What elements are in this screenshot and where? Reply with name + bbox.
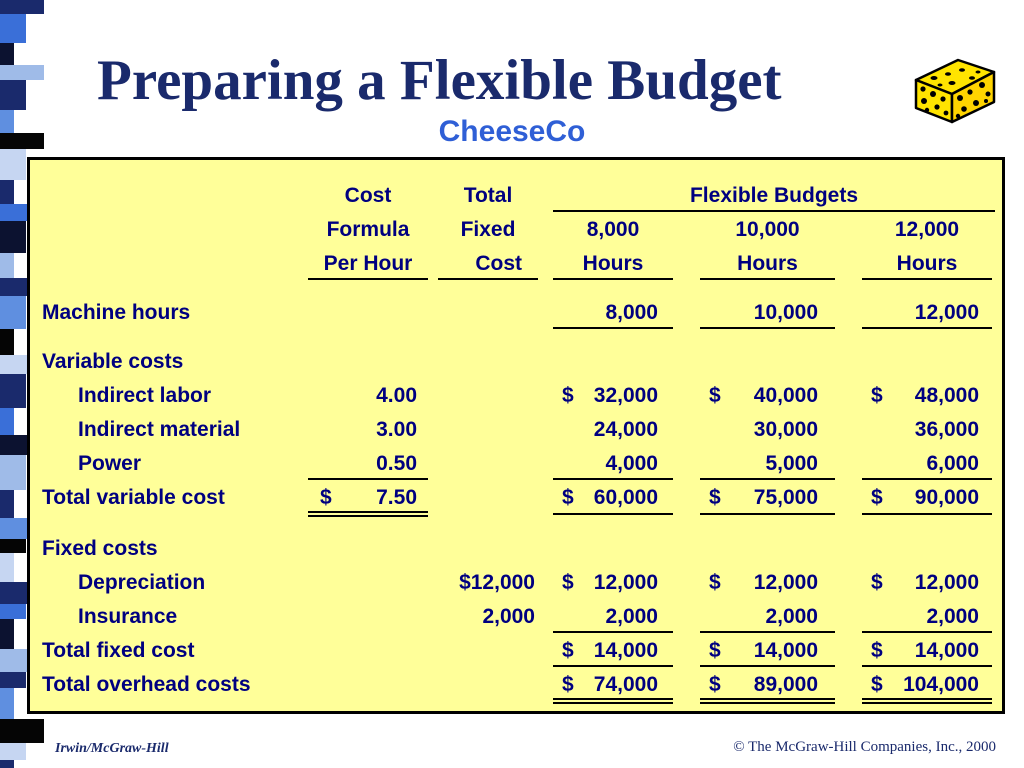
indirect-labor-budget3-dollar: $ [871,384,883,407]
insurance-budget3: 2,000 [926,605,979,628]
indirect-labor-budget1-dollar: $ [562,384,574,407]
header-budget1-hours-value: 8,000 [586,218,640,241]
row-total-overhead-label: Total overhead costs [42,673,251,696]
section-variable-costs-label: Variable costs [42,350,184,373]
header-total-fixed-line1: Total [463,184,513,207]
footer-publisher: Irwin/McGraw-Hill [55,741,169,756]
row-insurance-label: Insurance [78,605,178,628]
row-power-label: Power [78,452,142,475]
total-variable-budget1: 60,000 [593,486,658,509]
total-variable-formula-dollar: $ [320,486,332,509]
total-fixed-budget2-dollar: $ [709,639,721,662]
total-overhead-budget1-dollar: $ [562,673,574,696]
total-overhead-budget1: 74,000 [593,673,658,696]
indirect-material-budget2: 30,000 [753,418,818,441]
total-overhead-budget2: 89,000 [753,673,818,696]
depreciation-budget1: 12,000 [593,571,658,594]
row-total-variable-label: Total variable cost [42,486,225,509]
total-fixed-budget2: 14,000 [753,639,818,662]
total-overhead-budget2-dollar: $ [709,673,721,696]
header-budget3-hours-label: Hours [896,252,958,275]
header-cost-formula-line3: Per Hour [323,252,413,275]
indirect-material-budget3: 36,000 [914,418,979,441]
total-variable-budget2: 75,000 [753,486,818,509]
power-formula: 0.50 [376,452,417,475]
header-budget2-hours-value: 10,000 [735,218,800,241]
total-fixed-budget1: 14,000 [593,639,658,662]
indirect-labor-budget2: 40,000 [753,384,818,407]
total-overhead-budget3-dollar: $ [871,673,883,696]
indirect-labor-budget3: 48,000 [914,384,979,407]
total-fixed-budget3: 14,000 [914,639,979,662]
flexible-budget-table [27,157,1005,714]
power-budget3: 6,000 [926,452,979,475]
indirect-material-budget1: 24,000 [593,418,658,441]
indirect-labor-formula: 4.00 [376,384,417,407]
depreciation-budget3: 12,000 [914,571,979,594]
row-machine-hours-label: Machine hours [42,301,191,324]
insurance-budget2: 2,000 [765,605,818,628]
total-variable-budget3: 90,000 [914,486,979,509]
row-total-fixed-label: Total fixed cost [42,639,195,662]
depreciation-budget2-dollar: $ [709,571,721,594]
header-cost-formula-line2: Formula [326,218,410,241]
header-total-fixed-line2: Fixed [460,218,516,241]
total-variable-budget2-dollar: $ [709,486,721,509]
insurance-budget1: 2,000 [605,605,658,628]
total-variable-formula: 7.50 [376,486,417,509]
cheese-icon [912,52,998,124]
header-total-fixed-line3: Cost [475,252,522,275]
machine-hours-budget1: 8,000 [605,301,658,324]
row-indirect-material-label: Indirect material [78,418,241,441]
total-variable-budget1-dollar: $ [562,486,574,509]
footer-copyright: © The McGraw-Hill Companies, Inc., 2000 [733,739,996,755]
indirect-labor-budget1: 32,000 [593,384,658,407]
header-budget2-hours-label: Hours [737,252,798,275]
power-budget1: 4,000 [605,452,658,475]
depreciation-total-fixed: $12,000 [459,571,535,594]
section-fixed-costs-label: Fixed costs [42,537,158,560]
slide-subtitle: CheeseCo [438,115,586,148]
power-budget2: 5,000 [765,452,818,475]
total-fixed-budget1-dollar: $ [562,639,574,662]
slide-title: Preparing a Flexible Budget [97,49,782,112]
row-indirect-labor-label: Indirect labor [78,384,212,407]
machine-hours-budget2: 10,000 [753,301,818,324]
machine-hours-budget3: 12,000 [914,301,979,324]
indirect-labor-budget2-dollar: $ [709,384,721,407]
header-budget3-hours-value: 12,000 [894,218,960,241]
header-budget1-hours-label: Hours [582,252,644,275]
row-depreciation-label: Depreciation [78,571,206,594]
total-overhead-budget3: 104,000 [903,673,979,696]
depreciation-budget3-dollar: $ [871,571,883,594]
depreciation-budget1-dollar: $ [562,571,574,594]
header-cost-formula-line1: Cost [344,184,392,207]
depreciation-budget2: 12,000 [753,571,818,594]
total-variable-budget3-dollar: $ [871,486,883,509]
total-fixed-budget3-dollar: $ [871,639,883,662]
header-flexible-budgets: Flexible Budgets [689,184,859,207]
indirect-material-formula: 3.00 [376,418,417,441]
insurance-total-fixed: 2,000 [482,605,535,628]
